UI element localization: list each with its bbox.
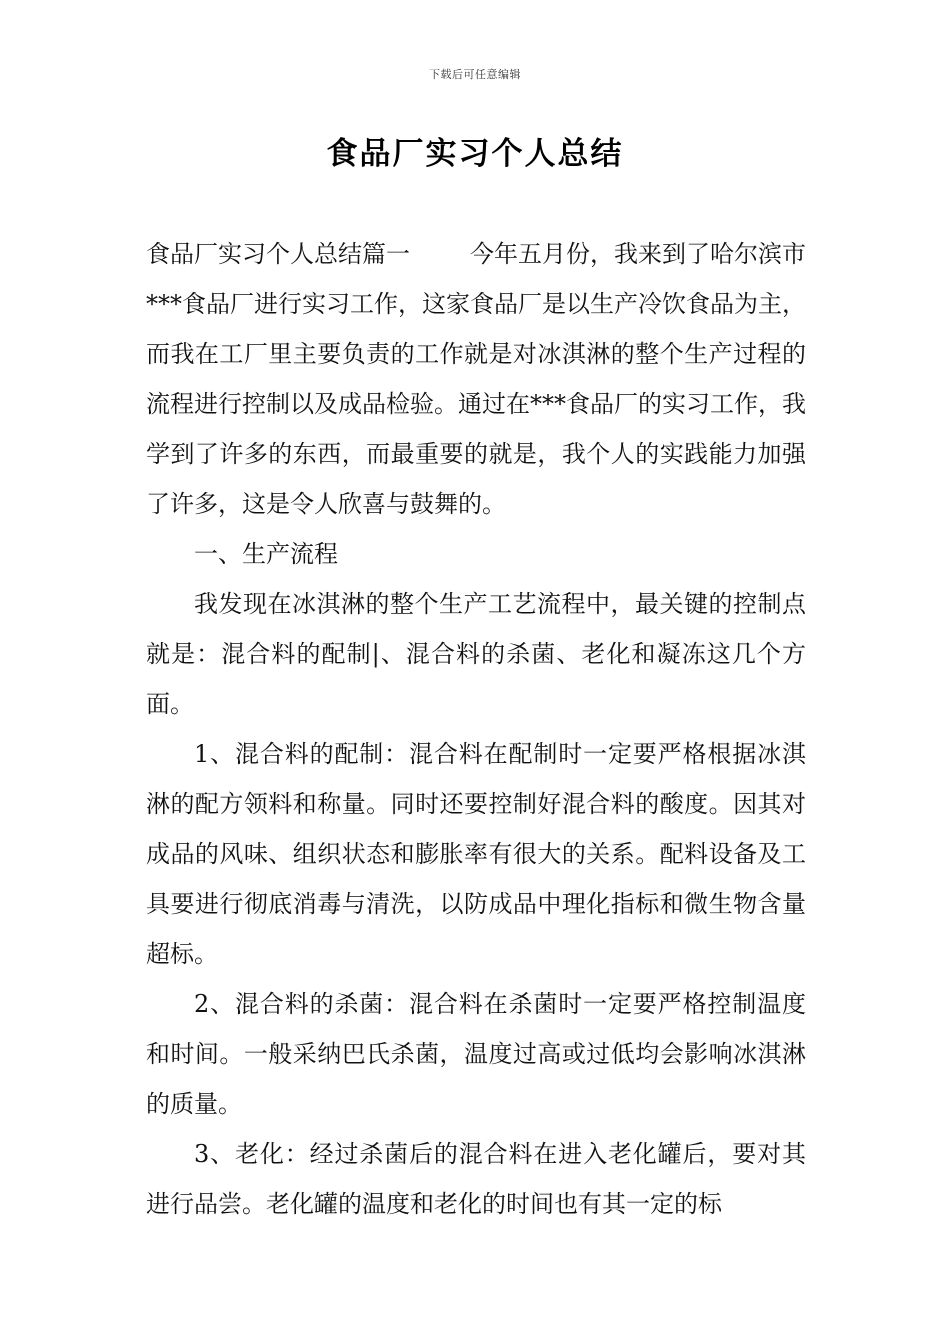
- document-body: [146, 229, 806, 1229]
- body-paragraph: 我发现在冰淇淋的整个生产工艺流程中，最关键的控制点就是：混合料的配制|、混合料的杀菌、老化和凝冻这几个方面。: [146, 590, 806, 718]
- document-title: 食品厂实习个人总结: [326, 136, 624, 172]
- body-paragraph: 2、混合料的杀菌：混合料在杀菌时一定要严格控制温度和时间。一般采纳巴氏杀菌，温度过高或过低均会影响冰淇淋的质量。: [146, 990, 806, 1118]
- intro-paragraph: [146, 229, 806, 529]
- intro-text: 今年五月份，我来到了哈尔滨市***食品厂进行实习工作，这家食品厂是以生产冷饮食品为主，而我在工厂里主要负责的工作就是对冰淇淋的整个生产过程的流程进行控制以及成品检验。通过在***食品厂的实习工作，我学到了许多的东西，而最重要的就是，我个人的实践能力加强了许多，这是令人欣喜与鼓舞的。: [146, 240, 806, 518]
- section-heading: 一、生产流程: [194, 540, 338, 568]
- body-paragraph: 3、老化：经过杀菌后的混合料在进入老化罐后，要对其进行品尝。老化罐的温度和老化的时间也有其一定的标: [146, 1140, 806, 1218]
- header-note: 下载后可任意编辑: [429, 68, 521, 81]
- section-label: 食品厂实习个人总结篇一: [146, 240, 410, 268]
- body-paragraph: 1、混合料的配制：混合料在配制时一定要严格根据冰淇淋的配方领料和称量。同时还要控制好混合料的酸度。因其对成品的风味、组织状态和膨胀率有很大的关系。配料设备及工具要进行彻底消毒与清洗，以防成品中理化指标和微生物含量超标。: [146, 740, 806, 968]
